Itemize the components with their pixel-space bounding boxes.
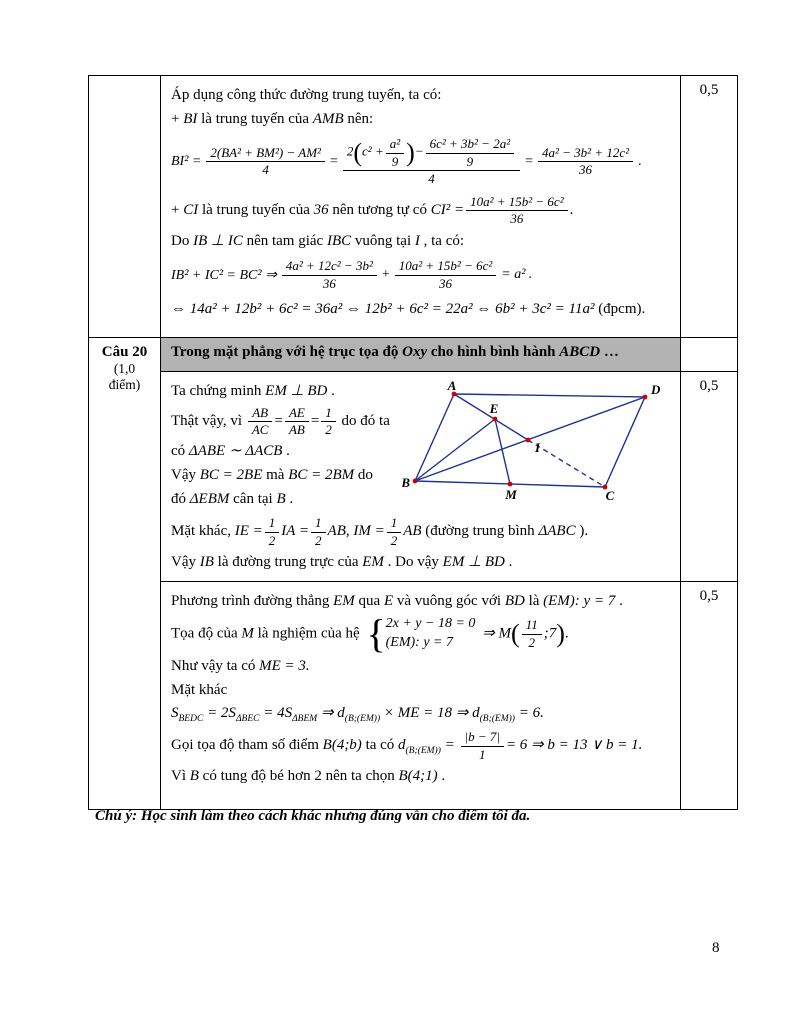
text-segment: . — [437, 767, 446, 784]
solution-line — [171, 441, 398, 462]
solution-line — [171, 729, 670, 763]
equation-system — [366, 611, 476, 657]
math-segment: . — [638, 153, 642, 169]
text-segment: . — [282, 443, 290, 460]
text-segment: … — [600, 344, 619, 360]
math-segment: = — [310, 412, 320, 429]
paren-close: ) — [556, 619, 565, 649]
parallelogram-figure — [402, 378, 670, 506]
math-segment: ⇒ M — [478, 625, 511, 642]
math-segment: IE = — [234, 523, 263, 540]
fraction — [387, 515, 402, 549]
point-M — [508, 482, 513, 487]
fraction — [395, 258, 497, 292]
math-segment: B(4;b) — [322, 737, 362, 754]
fraction — [466, 194, 568, 228]
text-segment: . Do vậy — [383, 553, 443, 570]
text-segment: và vuông góc với — [393, 593, 505, 610]
formula-pythagoras — [171, 258, 670, 292]
fraction — [426, 136, 515, 170]
point-E — [493, 417, 498, 422]
text-segment: Vậy — [171, 466, 200, 483]
text-segment: cân tại — [229, 490, 277, 507]
math-segment: E — [383, 593, 394, 610]
denominator: 36 — [579, 162, 593, 178]
question-label-cell-empty — [89, 76, 161, 338]
numerator: 10a² + 15b² − 6c² — [395, 258, 497, 275]
math-segment: = — [329, 153, 338, 169]
solution-line — [171, 766, 670, 787]
math-segment: ABCD — [559, 344, 601, 360]
solution-line — [171, 552, 670, 573]
text-segment: cho hình bình hành — [427, 344, 560, 360]
numerator: 6c² + 3b² − 2a² — [426, 136, 515, 153]
system-eq-1: 2x + y − 18 = 0 — [385, 616, 476, 632]
solution-line — [171, 656, 670, 677]
math-segment: c² + — [362, 144, 384, 160]
math-segment: = 2S — [203, 705, 236, 722]
row4-content-cell — [161, 582, 681, 810]
numerator: 1 — [321, 405, 336, 422]
denominator: 2 — [268, 532, 276, 548]
text-segment: Phương trình đường thẳng — [171, 593, 334, 610]
text-segment: . — [504, 553, 513, 570]
math-segment: ⇒ d — [317, 705, 345, 722]
text-segment: qua — [354, 593, 384, 610]
math-segment: = — [274, 412, 283, 429]
math-segment: = — [525, 153, 534, 169]
math-segment: B — [276, 490, 286, 507]
points-cell-empty — [681, 338, 738, 372]
solution-line — [171, 85, 670, 106]
math-segment: = 6. — [514, 705, 544, 722]
numerator: 4a² − 3b² + 12c² — [538, 145, 633, 162]
math-segment: . — [528, 267, 532, 283]
text-segment: ta có — [361, 737, 399, 754]
text-segment: do đó ta — [337, 412, 390, 429]
text-segment: là đường trung trực của — [213, 553, 363, 570]
system-eq-2: (EM): y = 7 — [385, 635, 454, 651]
math-segment: BC = 2BM — [288, 466, 355, 483]
points-cell — [681, 76, 738, 338]
numerator — [343, 136, 520, 171]
math-segment: IB ⊥ IC — [193, 232, 243, 249]
label-M: M — [505, 487, 517, 502]
math-segment: CI² = — [430, 202, 465, 219]
segment-BE — [415, 419, 495, 481]
points-cell — [681, 372, 738, 582]
text-segment: Mặt khác, — [171, 523, 235, 540]
math-segment: = — [440, 737, 459, 754]
table-row-proof — [89, 372, 738, 582]
numerator: 1 — [311, 515, 326, 532]
text-segment: vuông tại — [351, 232, 415, 249]
subscript: (B;(EM)) — [479, 714, 515, 725]
row1-content-cell — [161, 76, 681, 338]
text-segment: Tọa độ của — [171, 625, 242, 642]
numerator: 2(BA² + BM²) − AM² — [206, 145, 325, 162]
text-segment: nên tương tự có — [328, 202, 431, 219]
math-segment: BC = 2BE — [199, 466, 263, 483]
label-A: A — [447, 378, 457, 393]
text-segment: Áp dụng công thức đường trung tuyến, ta có: — [171, 87, 442, 103]
points-value: 0,5 — [699, 82, 719, 98]
text-segment: , ta có: — [419, 232, 465, 249]
math-segment: B — [189, 767, 199, 784]
denominator: 2 — [528, 634, 535, 650]
math-segment: IB — [199, 553, 214, 570]
question-20-title-cell — [161, 338, 681, 372]
numerator: 10a² + 15b² − 6c² — [466, 194, 568, 211]
fraction — [343, 136, 520, 187]
text-segment: Mặt khác — [171, 681, 228, 698]
solution-line — [171, 680, 670, 701]
numerator: AB — [248, 405, 273, 422]
math-segment: ME = 3. — [259, 657, 310, 674]
subscript: BEDC — [178, 714, 204, 725]
subscript: (B;(EM)) — [344, 714, 381, 725]
math-segment: AB — [403, 523, 422, 540]
text-segment: là trung tuyến của — [198, 202, 314, 219]
math-segment: = a² — [501, 267, 526, 283]
fraction — [206, 145, 325, 179]
text-segment: . — [285, 490, 294, 507]
system-brace: { — [366, 611, 386, 657]
text-segment: đó — [171, 490, 190, 507]
question-20-label-cell — [89, 338, 161, 810]
math-segment: 2 — [346, 144, 354, 160]
math-segment: B(4;1) — [398, 767, 438, 784]
math-segment: EM ⊥ BD — [442, 553, 505, 570]
numerator: a² — [386, 136, 404, 153]
paren-open: ( — [353, 138, 363, 168]
math-segment: BI — [183, 110, 198, 127]
math-segment: = 4S — [259, 705, 293, 722]
text-segment: . — [615, 593, 623, 610]
proof-and-figure — [171, 378, 670, 512]
label-E: E — [489, 401, 499, 416]
text-segment: Vậy — [171, 553, 200, 570]
fraction — [265, 515, 280, 549]
solution-line — [171, 109, 670, 130]
table-row-median — [89, 76, 738, 338]
text-segment: Ta chứng minh — [171, 383, 266, 399]
fraction — [248, 405, 273, 439]
label-B: B — [402, 475, 410, 490]
footer-note-text: Học sinh làm theo cách khác nhưng đúng vẫn cho điểm tối đa. — [137, 808, 531, 824]
math-segment: . — [569, 202, 574, 219]
math-segment: IA = — [281, 523, 310, 540]
denominator: 36 — [439, 275, 452, 291]
proof-text — [171, 378, 398, 512]
text-segment: mà — [262, 466, 289, 483]
fraction — [538, 145, 633, 179]
fraction — [282, 258, 377, 292]
solution-line — [171, 611, 670, 657]
math-segment: BD — [504, 593, 525, 610]
math-segment: ΔEBM — [189, 490, 230, 507]
denominator: 4 — [428, 170, 435, 186]
text-segment: có tung độ bé hơn 2 nên ta chọn — [198, 767, 399, 784]
text-segment: là trung tuyến của — [197, 110, 313, 127]
system-equations — [386, 615, 476, 653]
fraction — [522, 617, 542, 651]
math-segment: (EM): y = 7 — [543, 593, 616, 610]
solution-line — [171, 703, 670, 726]
math-segment: EM — [362, 553, 384, 570]
math-segment: Oxy — [402, 344, 428, 360]
table-row-q20-header — [89, 338, 738, 372]
denominator: AB — [288, 421, 305, 437]
numerator: 1 — [387, 515, 402, 532]
text-segment: Vì — [171, 767, 190, 784]
question-number: Câu 20 — [101, 344, 148, 360]
label-I: I — [535, 440, 541, 455]
points-value: 0,5 — [699, 588, 719, 605]
solution-line — [171, 299, 670, 320]
text-segment: ). — [575, 523, 589, 540]
subscript: ΔBEC — [235, 714, 260, 725]
solution-line — [171, 381, 398, 402]
row3-content-cell — [161, 372, 681, 582]
solution-line — [171, 231, 670, 252]
math-segment: . — [564, 625, 569, 642]
solution-line — [171, 465, 398, 486]
denominator: 36 — [322, 275, 336, 291]
math-segment: IBC — [326, 232, 352, 249]
denominator: 2 — [325, 421, 332, 437]
text-segment: Thật vậy, vì — [171, 412, 246, 429]
text-segment: có — [171, 443, 189, 460]
numerator: |b − 7| — [461, 729, 504, 746]
footer-note — [95, 808, 530, 825]
text-segment: Trong mặt phẳng với hệ trục tọa độ — [171, 344, 403, 360]
math-segment: M — [241, 625, 254, 642]
point-I — [526, 438, 531, 443]
figure-container — [398, 378, 670, 512]
numerator: 1 — [265, 515, 280, 532]
text-segment: là nghiệm của hệ — [253, 625, 364, 642]
math-segment: BI² = — [171, 153, 202, 169]
fraction — [285, 405, 309, 439]
solution-line — [171, 591, 670, 612]
page-number: 8 — [712, 940, 720, 956]
math-segment: EM ⊥ BD — [265, 383, 328, 399]
answer-table — [88, 75, 738, 810]
solution-line — [171, 489, 398, 510]
table-row-coordinates — [89, 582, 738, 810]
numerator: AE — [285, 405, 309, 422]
text-segment: nên tam giác — [242, 232, 327, 249]
math-segment: d — [398, 737, 406, 754]
text-segment: . — [327, 383, 335, 399]
solution-line — [171, 194, 670, 228]
math-segment: EM — [333, 593, 355, 610]
point-D — [643, 395, 648, 400]
fraction — [386, 136, 404, 170]
points-value: 0,5 — [699, 378, 719, 394]
fraction — [321, 405, 336, 439]
label-D: D — [651, 382, 661, 397]
math-segment: = 6 ⇒ b = 13 ∨ b = 1. — [505, 737, 643, 754]
text-segment: (đường trung bình — [421, 523, 539, 540]
points-cell — [681, 582, 738, 810]
math-segment: AMB — [312, 110, 344, 127]
footer-note-label: Chú ý: — [95, 808, 138, 824]
label-C: C — [605, 488, 615, 503]
math-segment: × ME = 18 ⇒ d — [380, 705, 480, 722]
solution-line — [171, 515, 670, 549]
numerator: 11 — [522, 617, 542, 634]
question-score: (1,0 điểm) — [108, 361, 141, 392]
text-segment: Gọi tọa độ tham số điểm — [171, 737, 323, 754]
math-segment: ΔABC — [538, 523, 576, 540]
text-segment: Do — [171, 232, 194, 249]
subscript: (B;(EM)) — [405, 746, 441, 757]
subscript: ΔBEM — [292, 714, 318, 725]
math-segment: I — [414, 232, 420, 249]
text-segment: Như vậy ta có — [171, 657, 260, 674]
denominator: 9 — [391, 153, 399, 169]
text-segment: (đpcm). — [594, 300, 646, 317]
math-segment: ;7 — [543, 625, 557, 642]
math-segment: ⇔ 14a² + 12b² + 6c² = 36a² ⇔ 12b² + 6c² = 22a² ⇔ 6b² + 3c² = 11a² — [171, 300, 595, 317]
formula-BI2 — [171, 136, 670, 187]
text-segment: + — [171, 202, 184, 219]
numerator: 4a² + 12c² − 3b² — [282, 258, 377, 275]
math-segment: AB, IM = — [327, 523, 385, 540]
point-B — [413, 479, 418, 484]
math-segment: CI — [183, 202, 199, 219]
math-segment: − — [414, 144, 424, 160]
denominator: 9 — [466, 153, 474, 169]
math-segment: 36 — [313, 202, 329, 219]
text-segment: nên: — [343, 110, 374, 127]
denominator: 1 — [478, 746, 486, 762]
paren-open: ( — [511, 619, 520, 649]
text-segment: + — [171, 110, 184, 127]
math-segment: ΔABE ∼ ΔACB — [188, 443, 283, 460]
solution-line — [171, 405, 398, 439]
denominator: AC — [251, 421, 269, 437]
text-segment: do — [354, 466, 373, 483]
denominator: 2 — [315, 532, 322, 548]
denominator: 4 — [262, 162, 269, 178]
text-segment: là — [524, 593, 544, 610]
denominator: 36 — [510, 211, 524, 227]
fraction — [461, 729, 504, 763]
paren-close: ) — [406, 138, 415, 168]
math-segment: S — [171, 705, 179, 722]
math-segment: IB² + IC² = BC² ⇒ — [171, 267, 277, 283]
math-segment: + — [381, 267, 390, 283]
fraction — [311, 515, 326, 549]
denominator: 2 — [390, 532, 398, 548]
